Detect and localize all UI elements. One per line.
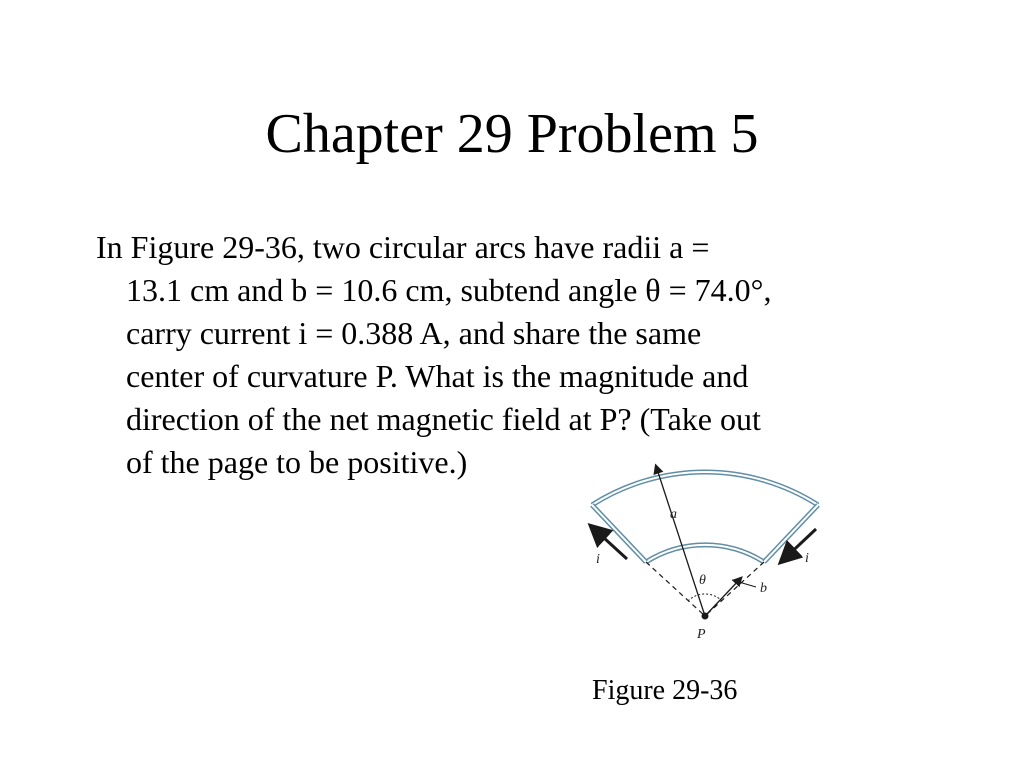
label-a: a [670,507,677,522]
figure-caption: Figure 29-36 [592,675,738,706]
arc-figure [572,450,832,650]
inner-arc-inner-line [646,545,764,562]
right-current-arrow [782,529,816,561]
right-dashed-line [705,562,764,616]
label-p: P [697,627,706,642]
problem-line: 13.1 cm and b = 10.6 cm, subtend angle θ = 74.0°, [126,272,772,308]
arc-figure-diagram [572,450,832,650]
label-b: b [760,581,767,596]
radius-b-arrow [705,578,741,616]
label-i-left: i [596,552,600,567]
problem-statement [96,226,936,484]
problem-line: direction of the net magnetic field at P? (Take out [126,401,761,437]
slide-title: Chapter 29 Problem 5 [265,103,759,165]
label-theta: θ [699,573,706,588]
outer-arc [592,472,818,505]
theta-angle-arc [688,594,722,601]
problem-line: center of curvature P. What is the magnitude and [126,358,749,394]
label-i-right: i [805,551,809,566]
problem-line: carry current i = 0.388 A, and share the same [126,315,702,351]
problem-line: of the page to be positive.) [126,444,468,480]
center-point-p [702,613,709,620]
problem-line: In Figure 29-36, two circular arcs have radii a = [96,229,710,265]
